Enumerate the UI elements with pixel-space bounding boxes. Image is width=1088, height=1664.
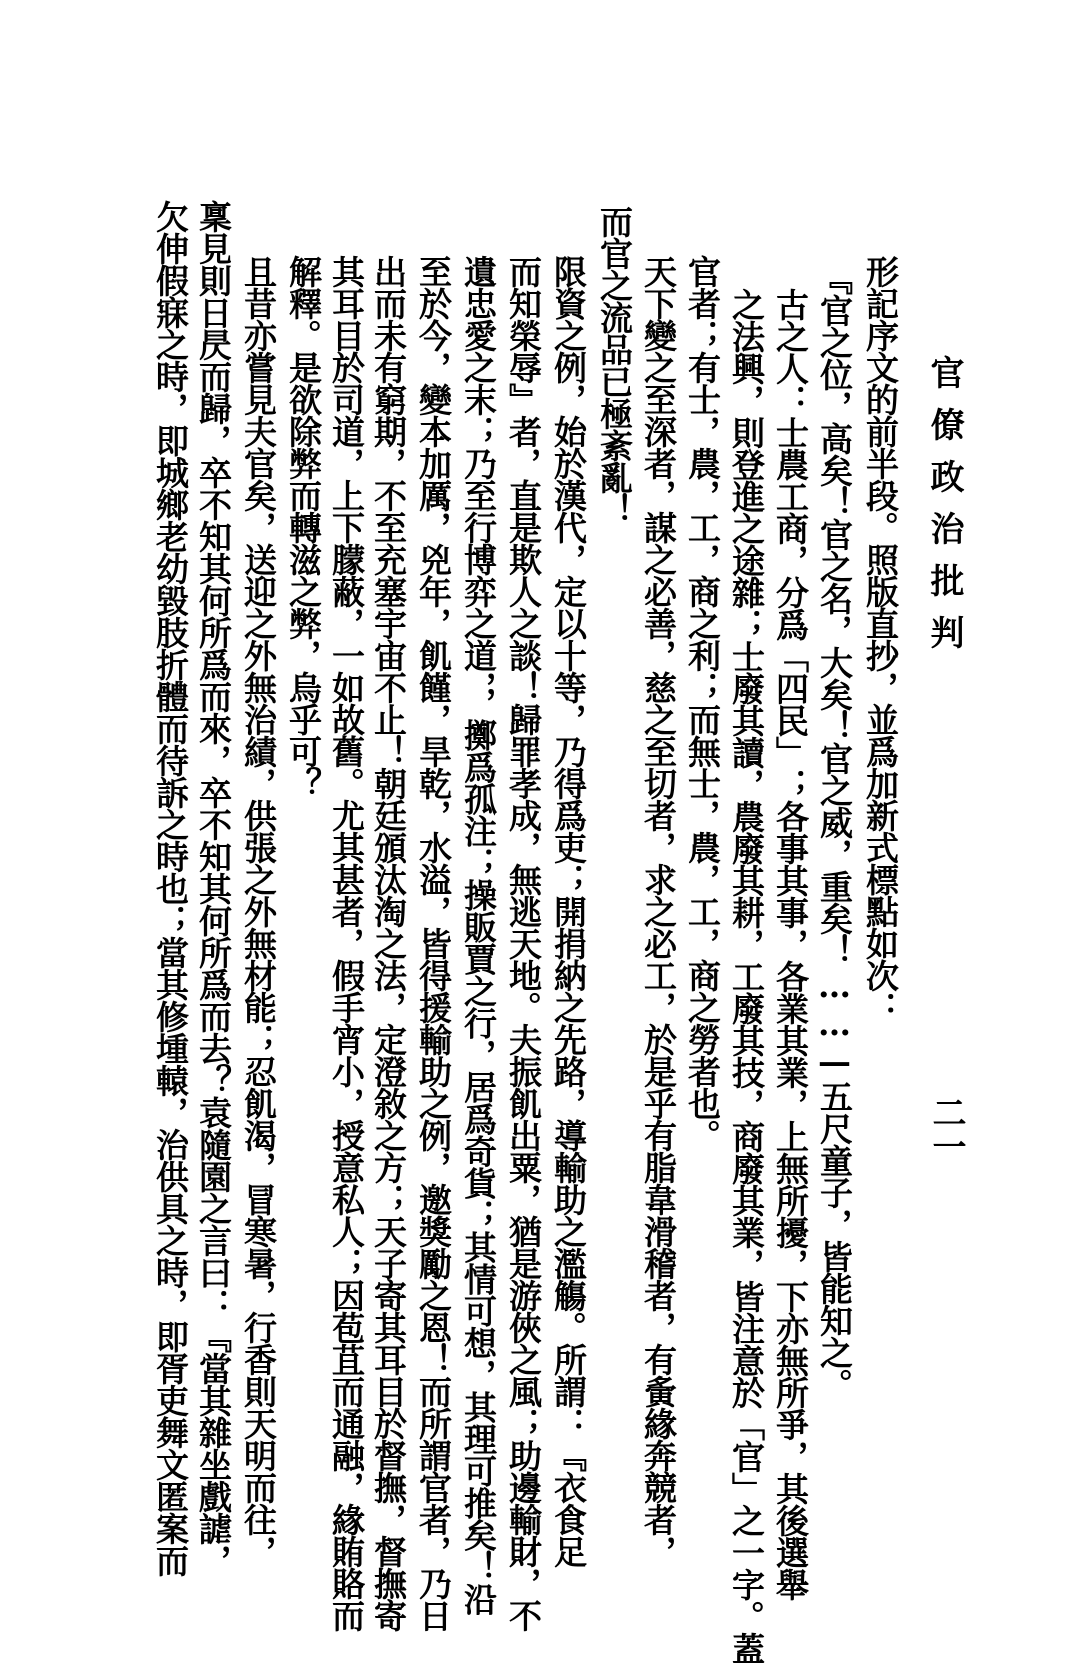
text-column-8: 限資之例，始於漢代，定以十等，乃得爲吏；開捐納之先路，導輸助之濫觴。所謂：『衣食足 [549,255,588,1567]
text-column-3: 古之人：士農工商，分爲「四民」；各事其事，各業其業，上無所擾，下亦無所爭，其後選舉 [771,288,810,1600]
text-column-11: 至於今，變本加厲，兇年，飢饉，旱乾，水溢，皆得援輸助之例，邀獎勵之恩！而所謂官者，乃日 [414,255,453,1631]
text-column-9: 而知榮辱』者，直是欺人之談！歸罪孝成，無逃天地。夫振飢出粟，猶是游俠之風；助邊輸財，不 [504,255,543,1631]
text-column-13: 其耳目於司道，上下朦蔽，一如故舊。尤其甚者，假手宵小，授意私人；因苞苴而通融，緣賄賂而 [327,255,366,1631]
text-column-6: 天下變之至深者，謀之必善，慈之至切者，求之必工，於是乎有脂韋滑稽者，有夤緣奔競者， [639,255,678,1567]
text-column-17: 欠伸假寐之時，即城鄉老幼毀肢折體而待訴之時也；當其修堹轅，治供具之時，即胥吏舞文匿案而 [151,200,190,1576]
text-column-15: 且昔亦嘗見夫官矣，送迎之外無治績，供張之外無材能；忍飢渴，冒寒暑，行香則天明而往， [239,255,278,1567]
page-number: 二一 [926,1095,966,1163]
text-column-16: 稟見則日昃而歸，卒不知其何所爲而來，卒不知其何所爲而去？袁隨園之言曰：『當其雜坐戲謔， [194,200,233,1576]
text-column-7: 而官之流品已極紊亂！ [595,205,634,525]
text-column-2: 『官之位，高矣！官之名，大矣！官之威，重矣！……—五尺童子，皆能知之。 [815,262,854,1400]
text-column-1: 形記序文的前半段。照版直抄，並爲加新式標點如次： [861,255,900,1023]
text-column-5: 官者；有士，農，工，商之利；而無士，農，工，商之勞者也。 [683,255,722,1151]
text-column-12: 出而未有窮期，不至充塞宇宙不止！朝廷頒汰淘之法，定澄敘之方；天子寄其耳目於督撫，督撫寄 [369,255,408,1631]
text-column-14: 解釋。是欲除弊而轉滋之弊，烏乎可？ [284,255,323,799]
text-column-10: 遺忠愛之末；乃至行博弈之道，，擲爲孤注；操販賈之行，居爲奇貨；其情可想，其理可推矣！沿 [459,255,498,1615]
text-column-4: 之法興，則登進之途雜；士廢其讀，農廢其耕，工廢其技，商廢其業，皆注意於「官」之一字。蓋 [727,288,766,1664]
running-header-title: 官僚政治批判 [924,355,964,667]
